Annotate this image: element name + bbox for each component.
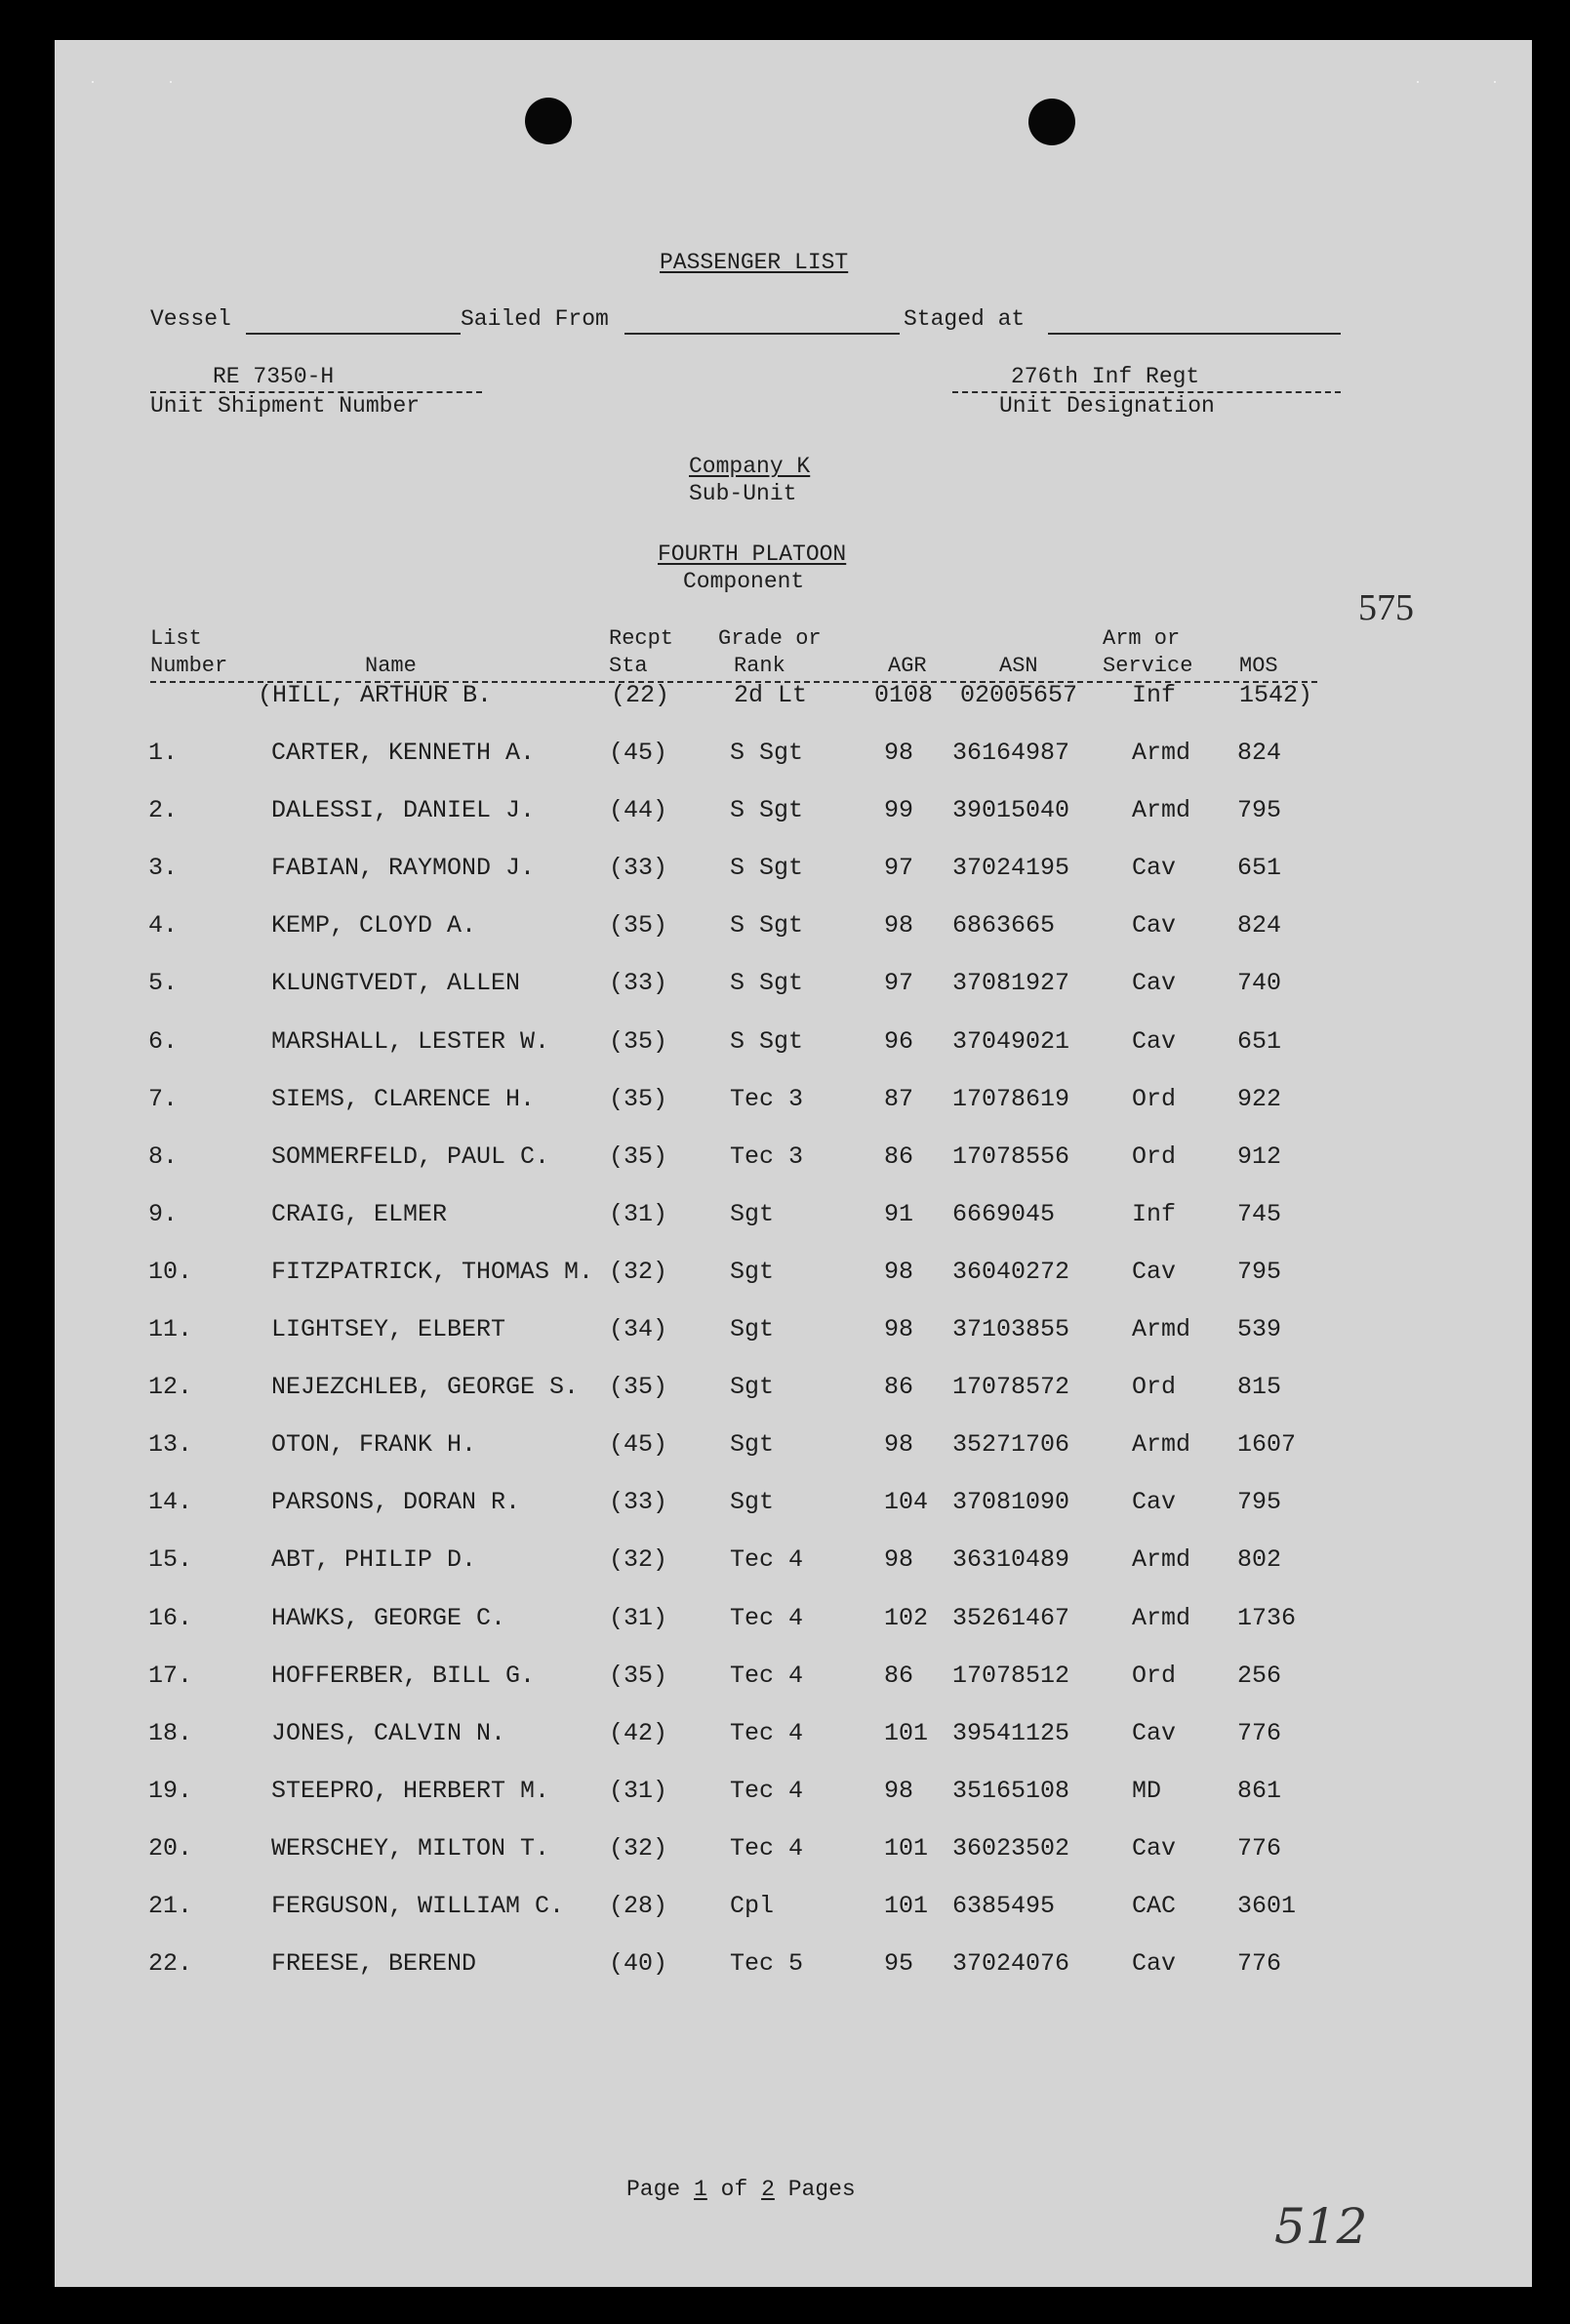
row-arm: Inf (1132, 1200, 1177, 1228)
row-number: 17. (148, 1662, 193, 1690)
row-mos: 912 (1237, 1142, 1282, 1171)
shipment-number-label: Unit Shipment Number (150, 393, 421, 419)
table-row (55, 1200, 1532, 1239)
header-rank: Rank (734, 654, 785, 678)
row-recpt-sta: (33) (609, 1488, 668, 1516)
row-mos: 795 (1237, 796, 1282, 824)
row-grade: S Sgt (730, 911, 804, 940)
row-name: JONES, CALVIN N. (271, 1719, 506, 1747)
row-asn: 35271706 (952, 1430, 1070, 1459)
unit-designation-value: 276th Inf Regt (1011, 364, 1200, 389)
row-grade: Tec 4 (730, 1604, 804, 1632)
row-agr: 96 (884, 1027, 914, 1056)
row-number: 15. (148, 1545, 193, 1574)
row-mos: 776 (1237, 1949, 1282, 1978)
row-name: PARSONS, DORAN R. (271, 1488, 521, 1516)
row-mos: 1736 (1237, 1604, 1297, 1632)
row-mos: 651 (1237, 854, 1282, 882)
row-number: 20. (148, 1834, 193, 1863)
table-row (55, 1430, 1532, 1469)
table-row (55, 1488, 1532, 1527)
sailed-from-field (624, 333, 900, 335)
row-agr: 86 (884, 1662, 914, 1690)
footer-page-number: 1 (694, 2177, 707, 2202)
row-recpt-sta: (32) (609, 1545, 668, 1574)
table-row (55, 1315, 1532, 1354)
page-footer (626, 2177, 856, 2202)
sailed-from-label: Sailed From (461, 306, 609, 332)
row-grade: Tec 4 (730, 1662, 804, 1690)
row-recpt-sta: (32) (609, 1834, 668, 1863)
row-asn: 6863665 (952, 911, 1056, 940)
row-agr: 98 (884, 1315, 914, 1343)
row-agr: 97 (884, 854, 914, 882)
table-row (55, 1258, 1532, 1297)
row-number: 9. (148, 1200, 179, 1228)
row-mos: 740 (1237, 969, 1282, 997)
row-asn: 6669045 (952, 1200, 1056, 1228)
row-agr: 86 (884, 1373, 914, 1401)
footer-total-pages: 2 (761, 2177, 775, 2202)
row-arm: MD (1132, 1777, 1162, 1805)
row-mos: 922 (1237, 1085, 1282, 1113)
row-asn: 36164987 (952, 739, 1070, 767)
row-recpt-sta: (31) (609, 1604, 668, 1632)
row-asn: 35165108 (952, 1777, 1070, 1805)
row-asn: 35261467 (952, 1604, 1070, 1632)
table-row (55, 854, 1532, 893)
row-arm: Cav (1132, 1488, 1177, 1516)
row-name: WERSCHEY, MILTON T. (271, 1834, 550, 1863)
row-recpt-sta: (28) (609, 1892, 668, 1920)
row-number: 16. (148, 1604, 193, 1632)
punch-hole-left (525, 98, 572, 144)
footer-of-word: of (720, 2177, 748, 2202)
row-name: LIGHTSEY, ELBERT (271, 1315, 506, 1343)
row-asn: 6385495 (952, 1892, 1056, 1920)
speck (1494, 81, 1496, 83)
table-row (55, 1085, 1532, 1124)
officer-arm: Inf (1132, 681, 1177, 709)
header-service: Service (1103, 654, 1193, 678)
row-number: 21. (148, 1892, 193, 1920)
sub-unit-value: Company K (689, 454, 811, 479)
row-recpt-sta: (35) (609, 1085, 668, 1113)
table-row (55, 1777, 1532, 1816)
row-number: 11. (148, 1315, 193, 1343)
row-agr: 104 (884, 1488, 929, 1516)
table-row (55, 739, 1532, 778)
row-arm: Cav (1132, 1949, 1177, 1978)
stamped-page-number: 575 (1358, 587, 1414, 628)
row-arm: Armd (1132, 1430, 1191, 1459)
speck (1417, 81, 1419, 83)
row-asn: 17078619 (952, 1085, 1070, 1113)
row-number: 6. (148, 1027, 179, 1056)
row-agr: 86 (884, 1142, 914, 1171)
row-mos: 815 (1237, 1373, 1282, 1401)
row-mos: 795 (1237, 1488, 1282, 1516)
row-recpt-sta: (35) (609, 911, 668, 940)
speck (92, 81, 94, 83)
table-row (55, 1373, 1532, 1412)
row-number: 14. (148, 1488, 193, 1516)
footer-page-word: Page (626, 2177, 681, 2202)
handwritten-number: 512 (1274, 2198, 1368, 2255)
row-agr: 99 (884, 796, 914, 824)
officer-name: (HILL, ARTHUR B. (258, 681, 493, 709)
row-mos: 745 (1237, 1200, 1282, 1228)
page-title: PASSENGER LIST (660, 250, 849, 275)
table-row (55, 796, 1532, 835)
row-grade: Sgt (730, 1200, 775, 1228)
row-agr: 101 (884, 1834, 929, 1863)
row-agr: 98 (884, 1430, 914, 1459)
row-recpt-sta: (33) (609, 854, 668, 882)
row-number: 4. (148, 911, 179, 940)
row-asn: 39015040 (952, 796, 1070, 824)
header-recpt: Recpt (609, 626, 674, 651)
row-agr: 98 (884, 739, 914, 767)
officer-sta: (22) (611, 681, 670, 709)
row-arm: Cav (1132, 1258, 1177, 1286)
row-name: SOMMERFELD, PAUL C. (271, 1142, 550, 1171)
row-grade: Tec 5 (730, 1949, 804, 1978)
row-number: 19. (148, 1777, 193, 1805)
row-recpt-sta: (34) (609, 1315, 668, 1343)
row-asn: 36023502 (952, 1834, 1070, 1863)
row-asn: 36040272 (952, 1258, 1070, 1286)
officer-grade: 2d Lt (734, 681, 808, 709)
row-mos: 539 (1237, 1315, 1282, 1343)
row-mos: 3601 (1237, 1892, 1297, 1920)
row-arm: Ord (1132, 1373, 1177, 1401)
row-arm: Armd (1132, 1315, 1191, 1343)
header-grade: Grade or (718, 626, 822, 651)
component-label: Component (683, 569, 805, 594)
row-number: 3. (148, 854, 179, 882)
header-sta: Sta (609, 654, 648, 678)
header-asn: ASN (999, 654, 1038, 678)
row-recpt-sta: (45) (609, 739, 668, 767)
row-arm: CAC (1132, 1892, 1177, 1920)
row-name: ABT, PHILIP D. (271, 1545, 477, 1574)
row-recpt-sta: (45) (609, 1430, 668, 1459)
row-grade: S Sgt (730, 969, 804, 997)
table-row (55, 969, 1532, 1008)
row-grade: Tec 4 (730, 1545, 804, 1574)
row-agr: 101 (884, 1719, 929, 1747)
unit-designation-label: Unit Designation (999, 393, 1215, 419)
row-name: KLUNGTVEDT, ALLEN (271, 969, 521, 997)
row-arm: Cav (1132, 1027, 1177, 1056)
row-grade: S Sgt (730, 739, 804, 767)
row-mos: 795 (1237, 1258, 1282, 1286)
row-mos: 824 (1237, 739, 1282, 767)
row-arm: Cav (1132, 969, 1177, 997)
row-asn: 17078572 (952, 1373, 1070, 1401)
row-mos: 776 (1237, 1834, 1282, 1863)
officer-asn: 02005657 (960, 681, 1078, 709)
row-agr: 98 (884, 1777, 914, 1805)
row-number: 22. (148, 1949, 193, 1978)
row-arm: Armd (1132, 739, 1191, 767)
row-grade: Sgt (730, 1430, 775, 1459)
row-name: NEJEZCHLEB, GEORGE S. (271, 1373, 580, 1401)
row-recpt-sta: (31) (609, 1777, 668, 1805)
row-name: DALESSI, DANIEL J. (271, 796, 536, 824)
row-asn: 37049021 (952, 1027, 1070, 1056)
row-name: FABIAN, RAYMOND J. (271, 854, 536, 882)
table-row (55, 1545, 1532, 1584)
row-agr: 87 (884, 1085, 914, 1113)
row-arm: Cav (1132, 911, 1177, 940)
table-row (55, 1604, 1532, 1643)
row-number: 5. (148, 969, 179, 997)
row-grade: Tec 3 (730, 1142, 804, 1171)
table-row (55, 1142, 1532, 1182)
header-number: Number (150, 654, 228, 678)
row-arm: Cav (1132, 1834, 1177, 1863)
row-asn: 37081927 (952, 969, 1070, 997)
row-grade: S Sgt (730, 796, 804, 824)
row-arm: Ord (1132, 1142, 1177, 1171)
row-grade: Sgt (730, 1373, 775, 1401)
footer-pages-word: Pages (787, 2177, 856, 2202)
row-recpt-sta: (31) (609, 1200, 668, 1228)
row-agr: 101 (884, 1892, 929, 1920)
row-arm: Cav (1132, 854, 1177, 882)
row-recpt-sta: (35) (609, 1142, 668, 1171)
row-name: FERGUSON, WILLIAM C. (271, 1892, 565, 1920)
row-grade: Cpl (730, 1892, 775, 1920)
row-agr: 102 (884, 1604, 929, 1632)
row-recpt-sta: (35) (609, 1662, 668, 1690)
row-name: FITZPATRICK, THOMAS M. (271, 1258, 594, 1286)
document-page (55, 40, 1532, 2287)
table-row (55, 1662, 1532, 1701)
sub-unit-label: Sub-Unit (689, 481, 797, 506)
row-asn: 37103855 (952, 1315, 1070, 1343)
row-agr: 98 (884, 1258, 914, 1286)
row-mos: 776 (1237, 1719, 1282, 1747)
header-list: List (150, 626, 202, 651)
table-row (55, 911, 1532, 950)
row-asn: 37024195 (952, 854, 1070, 882)
row-grade: Sgt (730, 1315, 775, 1343)
header-agr: AGR (888, 654, 927, 678)
table-row (55, 1719, 1532, 1758)
header-mos: MOS (1239, 654, 1278, 678)
row-name: SIEMS, CLARENCE H. (271, 1085, 536, 1113)
officer-agr: 0108 (874, 681, 934, 709)
header-arm: Arm or (1103, 626, 1181, 651)
table-row (55, 1949, 1532, 1988)
row-mos: 256 (1237, 1662, 1282, 1690)
row-recpt-sta: (40) (609, 1949, 668, 1978)
row-asn: 17078512 (952, 1662, 1070, 1690)
header-name: Name (365, 654, 417, 678)
table-row (55, 1892, 1532, 1931)
row-name: FREESE, BEREND (271, 1949, 477, 1978)
row-grade: Tec 3 (730, 1085, 804, 1113)
row-grade: Sgt (730, 1258, 775, 1286)
row-grade: S Sgt (730, 854, 804, 882)
row-name: CARTER, KENNETH A. (271, 739, 536, 767)
row-recpt-sta: (33) (609, 969, 668, 997)
staged-at-field (1048, 333, 1341, 335)
row-asn: 37081090 (952, 1488, 1070, 1516)
row-recpt-sta: (35) (609, 1373, 668, 1401)
row-asn: 17078556 (952, 1142, 1070, 1171)
row-name: HOFFERBER, BILL G. (271, 1662, 536, 1690)
staged-at-label: Staged at (904, 306, 1026, 332)
punch-hole-right (1028, 99, 1075, 145)
row-grade: Tec 4 (730, 1777, 804, 1805)
row-name: CRAIG, ELMER (271, 1200, 448, 1228)
row-name: KEMP, CLOYD A. (271, 911, 477, 940)
row-grade: Sgt (730, 1488, 775, 1516)
shipment-number-value: RE 7350-H (213, 364, 335, 389)
row-name: MARSHALL, LESTER W. (271, 1027, 550, 1056)
row-name: OTON, FRANK H. (271, 1430, 477, 1459)
row-arm: Ord (1132, 1085, 1177, 1113)
row-number: 10. (148, 1258, 193, 1286)
table-row (55, 1027, 1532, 1066)
row-mos: 824 (1237, 911, 1282, 940)
row-mos: 861 (1237, 1777, 1282, 1805)
row-number: 1. (148, 739, 179, 767)
row-recpt-sta: (44) (609, 796, 668, 824)
row-name: STEEPRO, HERBERT M. (271, 1777, 550, 1805)
row-number: 13. (148, 1430, 193, 1459)
row-mos: 651 (1237, 1027, 1282, 1056)
row-agr: 98 (884, 1545, 914, 1574)
row-mos: 1607 (1237, 1430, 1297, 1459)
row-number: 2. (148, 796, 179, 824)
row-recpt-sta: (32) (609, 1258, 668, 1286)
row-agr: 91 (884, 1200, 914, 1228)
row-agr: 98 (884, 911, 914, 940)
row-number: 7. (148, 1085, 179, 1113)
row-asn: 39541125 (952, 1719, 1070, 1747)
row-arm: Armd (1132, 1545, 1191, 1574)
vessel-field (246, 333, 461, 335)
row-number: 12. (148, 1373, 193, 1401)
row-grade: S Sgt (730, 1027, 804, 1056)
row-recpt-sta: (42) (609, 1719, 668, 1747)
row-agr: 97 (884, 969, 914, 997)
row-asn: 37024076 (952, 1949, 1070, 1978)
row-number: 18. (148, 1719, 193, 1747)
row-name: HAWKS, GEORGE C. (271, 1604, 506, 1632)
row-number: 8. (148, 1142, 179, 1171)
speck (170, 81, 172, 83)
component-value: FOURTH PLATOON (658, 541, 847, 567)
row-asn: 36310489 (952, 1545, 1070, 1574)
table-row (55, 1834, 1532, 1873)
row-recpt-sta: (35) (609, 1027, 668, 1056)
officer-row (55, 681, 1532, 720)
row-agr: 95 (884, 1949, 914, 1978)
vessel-label: Vessel (150, 306, 231, 332)
row-arm: Ord (1132, 1662, 1177, 1690)
row-arm: Armd (1132, 1604, 1191, 1632)
row-mos: 802 (1237, 1545, 1282, 1574)
row-arm: Armd (1132, 796, 1191, 824)
officer-mos: 1542) (1239, 681, 1313, 709)
row-arm: Cav (1132, 1719, 1177, 1747)
row-grade: Tec 4 (730, 1719, 804, 1747)
row-grade: Tec 4 (730, 1834, 804, 1863)
